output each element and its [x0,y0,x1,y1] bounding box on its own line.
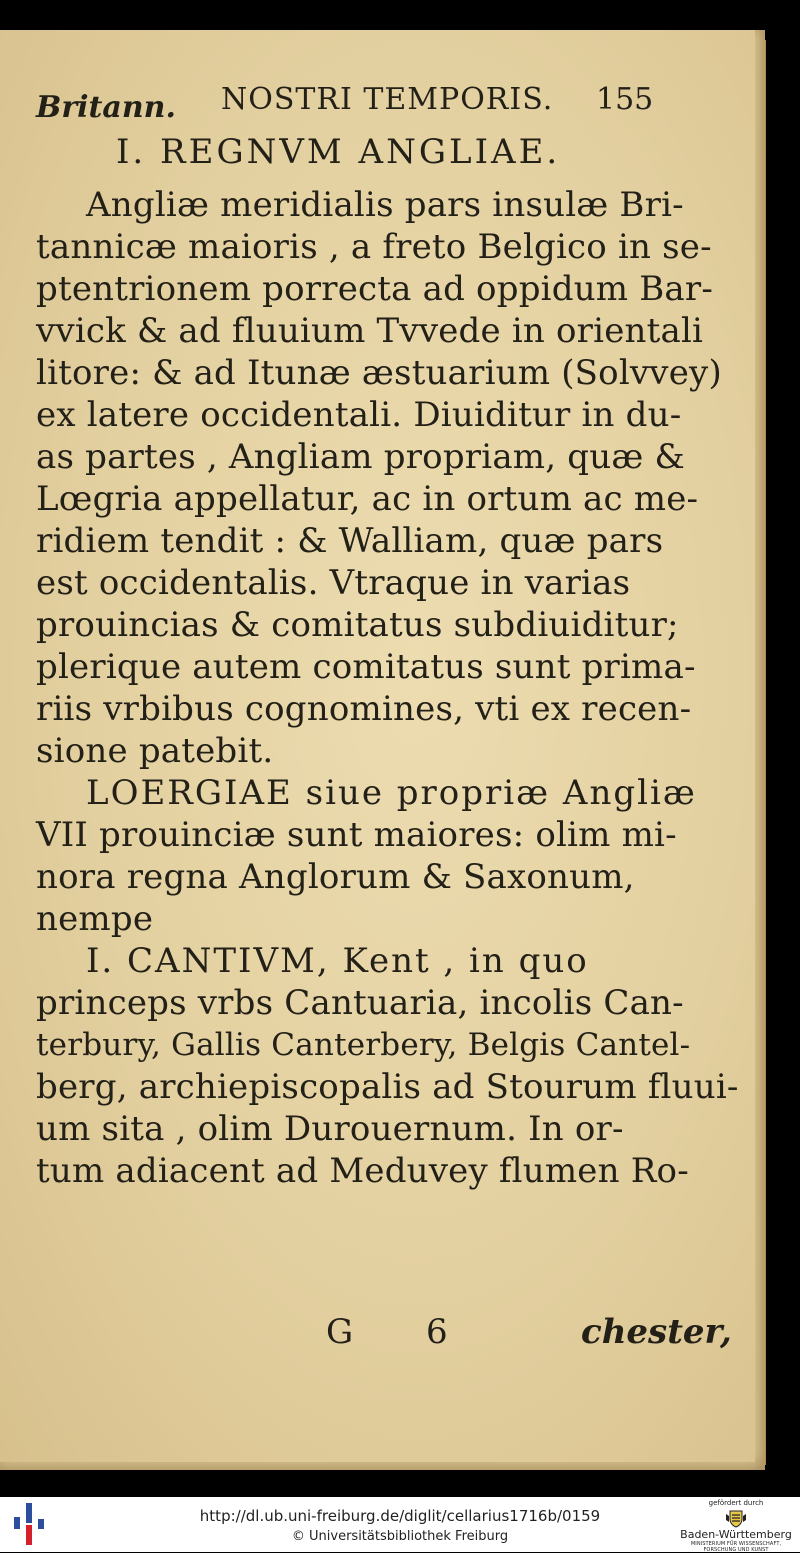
text-line: nempe [36,899,154,939]
text-line: est occidentalis. Vtraque in varias [36,563,631,603]
signature-number: 6 [426,1312,448,1352]
signature-mark: G [326,1312,354,1352]
sponsor-prefix: gefördert durch [708,1499,764,1507]
running-head-left: Britann. [36,90,176,125]
running-head [36,82,676,132]
section-heading: I. REGNVM ANGLIAE. [116,132,561,172]
text-line: vvick & ad fluuium Tvvede in orientali [36,311,704,351]
text-line: Lœgria appellatur, ac in ortum ac me- [36,479,699,519]
footer-bar [0,1497,800,1552]
text-line: tannicæ maioris , a freto Belgico in se- [36,227,712,267]
page-text [36,82,739,1352]
text-line: tum adiacent ad Meduvey flumen Ro- [36,1151,689,1191]
text-line: Angliæ meridialis pars insulæ Bri- [86,185,684,225]
text-line: terbury, Gallis Canterbery, Belgis Cantel- [36,1027,691,1063]
text-line: litore: & ad Itunæ æstuarium (Solvvey) [36,353,722,393]
sponsor-name: Baden-Württemberg [680,1528,792,1541]
copyright-notice: © Universitätsbibliothek Freiburg [291,1529,509,1544]
page-number: 155 [596,82,654,117]
text-line: um sita , olim Durouernum. In or- [36,1109,624,1149]
catchword: chester, [581,1312,732,1352]
text-line: ptentrionem porrecta ad oppidum Bar- [36,269,714,309]
text-line: LOERGIAE siue propriæ Angliæ [86,773,697,813]
text-line: I. CANTIVM, Kent , in quo [86,941,589,981]
text-line: plerique autem comitatus sunt prima- [36,647,696,687]
body-text [36,184,739,1192]
text-line: prouincias & comitatus subdiuiditur; [36,605,679,645]
sponsor-logo [676,1499,796,1551]
sponsor-ministry: MINISTERIUM FÜR WISSENSCHAFT, FORSCHUNG UND KUNST [690,1541,782,1553]
text-line: nora regna Anglorum & Saxonum, [36,857,635,897]
text-line: ex latere occidentali. Diuiditur in du- [36,395,682,435]
text-line: ridiem tendit : & Walliam, quæ pars [36,521,664,561]
page-url[interactable]: http://dl.ub.uni-freiburg.de/diglit/cellarius1716b/0159 [199,1507,601,1525]
text-line: princeps vrbs Cantuaria, incolis Can- [36,983,684,1023]
running-head-title: NOSTRI TEMPORIS. [221,82,554,117]
text-line: sione patebit. [36,731,274,771]
text-line: riis vrbibus cognomines, vti ex recen- [36,689,692,729]
coat-of-arms-icon [725,1508,747,1528]
text-line: as partes , Angliam propriam, quæ & [36,437,685,477]
text-line: berg, archiepiscopalis ad Stourum fluui- [36,1067,739,1107]
text-line: VII prouinciæ sunt maiores: olim mi- [36,815,677,855]
